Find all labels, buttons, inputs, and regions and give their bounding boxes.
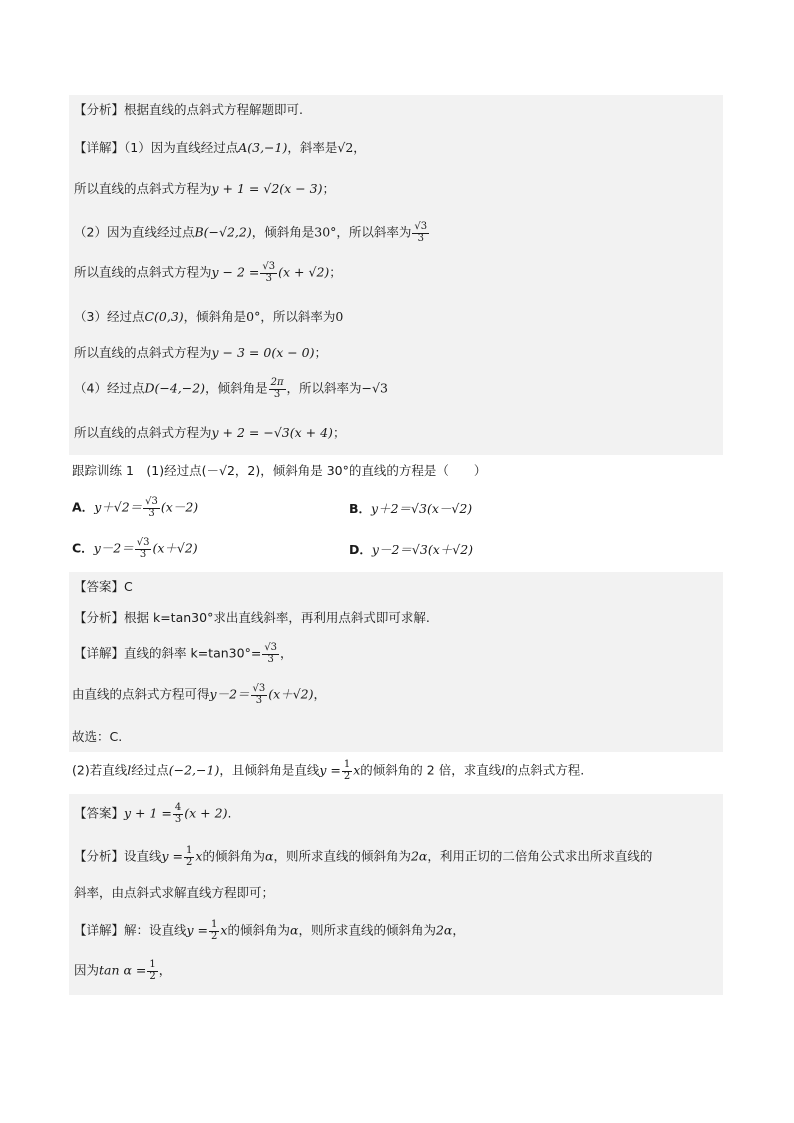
answer-line-1: 【答案】C (74, 579, 133, 594)
fraction: $\frac{√3}{3}$ (252, 683, 266, 706)
detail-line-6: 【详解】解：设直线y = $\frac{1}{2}$ x的倾斜角为α，则所求直线的倾斜角为2α， (74, 919, 465, 942)
fraction: $\frac{√3}{3}$ (136, 537, 150, 560)
detail-line-1: 【详解】（1）因为直线经过点A(3,−1)，斜率是√2， (74, 140, 366, 155)
option-a: A．y＋√2＝ $\frac{√3}{3}$ (x－2) (72, 496, 199, 519)
exercise-question: 跟踪训练 1 (1)经过点(－√2，2)，倾斜角是 30°的直线的方程是（ ） (72, 463, 487, 478)
analysis-line-3-continued: 斜率，由点斜式求解直线方程即可； (74, 885, 275, 900)
equation-line-1: 所以直线的点斜式方程为y + 1 = √2(x − 3)； (74, 181, 335, 196)
part2-question: (2)若直线l经过点(−2,−1)，且倾斜角是直线y = $\frac{1}{2}$ x的倾斜角的 2 倍，求直线l的点斜式方程. (72, 759, 585, 782)
detail-line-4: （4）经过点D(−4,−2)，倾斜角是 $\frac{2\pi}{3}$ ，所以斜率为−√3 (74, 377, 388, 400)
fraction: $\frac{1}{2}$ (211, 919, 218, 942)
equation-line-4: 所以直线的点斜式方程为y + 2 = −√3(x + 4)； (74, 425, 346, 440)
detail-line-3: （3）经过点C(0,3)，倾斜角是0°，所以斜率为0 (74, 309, 344, 324)
fraction: $\frac{√3}{3}$ (145, 496, 158, 519)
option-d: D．y－2＝√3(x＋√2) (349, 542, 474, 557)
analysis-line-2: 【分析】根据 k=tan30°求出直线斜率，再利用点斜式即可求解. (74, 610, 430, 625)
analysis-line: 【分析】根据直线的点斜式方程解题即可. (74, 102, 303, 117)
detail-line-7: 因为tan α = $\frac{1}{2}$ ， (74, 959, 172, 982)
detail-line-5: 【详解】直线的斜率 k=tan30°= $\frac{√3}{3}$ ， (74, 642, 293, 665)
choice-line: 故选：C. (72, 729, 123, 744)
equation-line-2: 所以直线的点斜式方程为y − 2 = $\frac{√3}{3}$ (x + √2)； (74, 261, 342, 284)
fraction: $\frac{√3}{3}$ (262, 261, 276, 284)
analysis-line-3: 【分析】设直线y = $\frac{1}{2}$ x的倾斜角为α，则所求直线的倾斜角为2α，利用正切的二倍角公式求出所求直线的 (74, 845, 653, 868)
detail-line-2: （2）因为直线经过点B(−√2,2)，倾斜角是30°，所以斜率为 $\frac{√3}{3}$ (74, 221, 428, 244)
option-b: B．y＋2＝√3(x－√2) (349, 501, 473, 516)
fraction: $\frac{1}{2}$ (149, 959, 156, 982)
fraction: $\frac{2\pi}{3}$ (270, 377, 284, 400)
equation-line-5: 由直线的点斜式方程可得y－2＝ $\frac{√3}{3}$ (x＋√2)， (72, 683, 327, 706)
fraction: $\frac{√3}{3}$ (414, 221, 428, 244)
answer-line-2: 【答案】y + 1 = $\frac{4}{3}$ (x + 2). (74, 802, 232, 825)
equation-line-3: 所以直线的点斜式方程为y − 3 = 0(x − 0)； (74, 345, 328, 360)
fraction: $\frac{4}{3}$ (174, 802, 182, 825)
option-c: C．y－2＝ $\frac{√3}{3}$ (x＋√2) (72, 537, 198, 560)
fraction: $\frac{√3}{3}$ (264, 642, 278, 665)
fraction: $\frac{1}{2}$ (186, 845, 193, 868)
fraction: $\frac{1}{2}$ (343, 759, 351, 782)
